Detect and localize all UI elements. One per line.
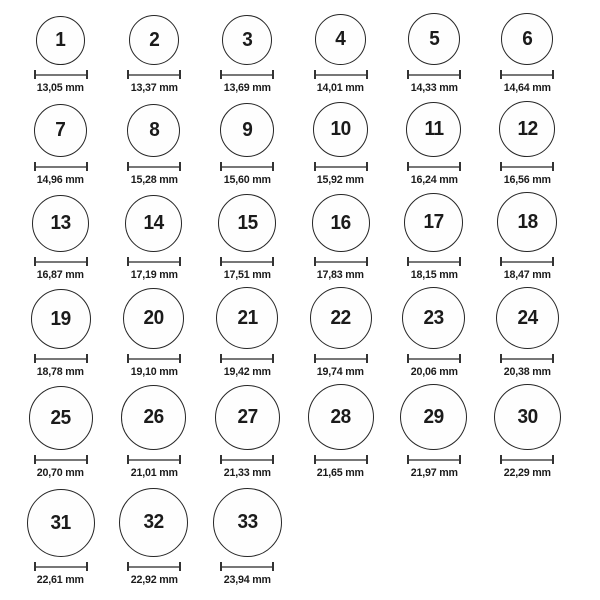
- ring-size-item: [201, 0, 294, 100]
- chart-row: [0, 100, 600, 192]
- diameter-measure-line: [502, 261, 552, 263]
- ring-size-number: 18: [517, 210, 538, 233]
- diameter-label: 21,01 mm: [130, 467, 178, 479]
- ring-size-item: [14, 485, 107, 600]
- ring-size-number: 16: [330, 211, 351, 234]
- ring-size-item: [387, 0, 480, 100]
- diameter-measure-bar: [500, 455, 554, 464]
- diameter-measure-bar: [314, 455, 368, 464]
- diameter-label: 16,24 mm: [410, 174, 458, 186]
- diameter-measure-line: [36, 358, 86, 360]
- diameter-measure-bar: [127, 455, 181, 464]
- ring-size-number: 29: [423, 405, 445, 428]
- diameter-measure-line: [36, 459, 86, 461]
- diameter-label: 15,60 mm: [223, 174, 271, 186]
- diameter-label: 14,33 mm: [410, 82, 458, 94]
- ring-circle: [308, 384, 374, 450]
- diameter-measure-line: [316, 74, 366, 76]
- diameter-measure-bar: [220, 354, 274, 363]
- diameter-label: 18,15 mm: [410, 269, 458, 281]
- diameter-measure-line: [409, 261, 459, 263]
- diameter-label: 20,70 mm: [37, 467, 85, 479]
- ring-size-item: [294, 384, 387, 485]
- ring-circle: [408, 13, 460, 65]
- ring-circle: [310, 287, 372, 349]
- ring-size-number: 21: [237, 306, 258, 329]
- diameter-label: 18,78 mm: [37, 366, 85, 378]
- diameter-measure-bar: [500, 354, 554, 363]
- diameter-measure-bar: [34, 70, 88, 79]
- ring-circle: [216, 287, 278, 349]
- diameter-label: 17,83 mm: [317, 269, 365, 281]
- ring-size-number: 12: [517, 117, 538, 140]
- diameter-measure-line: [36, 166, 86, 168]
- diameter-measure-bar: [314, 70, 368, 79]
- diameter-measure-line: [129, 358, 179, 360]
- ring-size-item: [14, 384, 107, 485]
- ring-size-number: 15: [237, 211, 258, 234]
- ring-size-number: 27: [237, 406, 258, 428]
- ring-circle: [32, 195, 89, 252]
- ring-circle: [27, 489, 95, 557]
- diameter-measure-bar: [34, 162, 88, 171]
- ring-size-item: [481, 100, 574, 192]
- ring-circle: [313, 102, 368, 157]
- diameter-measure-line: [36, 74, 86, 76]
- diameter-measure-bar: [407, 70, 461, 79]
- diameter-label: 13,05 mm: [37, 82, 85, 94]
- ring-circle: [404, 193, 463, 252]
- diameter-measure-line: [222, 261, 272, 263]
- ring-size-number: 23: [423, 306, 445, 329]
- diameter-measure-line: [502, 459, 552, 461]
- diameter-measure-line: [409, 358, 459, 360]
- ring-size-item: [294, 100, 387, 192]
- ring-size-item: [107, 192, 200, 287]
- diameter-label: 21,33 mm: [223, 467, 271, 479]
- diameter-label: 18,47 mm: [503, 269, 551, 281]
- ring-size-item: [14, 100, 107, 192]
- ring-size-number: 13: [50, 212, 71, 234]
- ring-size-number: 26: [143, 406, 165, 428]
- ring-circle: [29, 386, 93, 450]
- ring-size-item: [201, 485, 294, 600]
- ring-size-number: 8: [148, 119, 160, 141]
- ring-size-item: [387, 384, 480, 485]
- diameter-label: 21,65 mm: [317, 467, 365, 479]
- ring-size-item: [387, 100, 480, 192]
- diameter-label: 13,69 mm: [223, 82, 271, 94]
- ring-circle: [215, 385, 280, 450]
- ring-circle: [312, 194, 370, 252]
- diameter-measure-line: [36, 261, 86, 263]
- diameter-measure-line: [129, 566, 179, 568]
- diameter-measure-line: [502, 166, 552, 168]
- ring-size-item: [294, 0, 387, 100]
- ring-circle: [125, 195, 182, 252]
- ring-size-item: [387, 287, 480, 384]
- diameter-label: 15,92 mm: [317, 174, 365, 186]
- chart-row: [0, 287, 600, 384]
- ring-size-item: [201, 100, 294, 192]
- diameter-measure-bar: [127, 70, 181, 79]
- diameter-measure-line: [409, 74, 459, 76]
- diameter-measure-bar: [220, 162, 274, 171]
- diameter-measure-bar: [34, 455, 88, 464]
- diameter-measure-line: [129, 459, 179, 461]
- diameter-measure-line: [129, 74, 179, 76]
- diameter-label: 19,42 mm: [223, 366, 271, 378]
- chart-row: [0, 0, 600, 100]
- chart-row: [0, 485, 600, 600]
- diameter-measure-bar: [34, 257, 88, 266]
- ring-circle: [496, 287, 559, 349]
- diameter-measure-bar: [407, 162, 461, 171]
- ring-size-number: 6: [522, 27, 533, 50]
- ring-size-number: 7: [55, 119, 66, 141]
- diameter-label: 14,96 mm: [37, 174, 85, 186]
- diameter-label: 19,10 mm: [130, 366, 178, 378]
- ring-circle: [36, 16, 85, 65]
- ring-size-item: [14, 192, 107, 287]
- diameter-measure-line: [502, 74, 552, 76]
- ring-size-item: [107, 0, 200, 100]
- ring-circle: [402, 287, 465, 349]
- diameter-measure-line: [316, 261, 366, 263]
- diameter-measure-line: [222, 358, 272, 360]
- diameter-measure-line: [316, 459, 366, 461]
- diameter-measure-line: [222, 566, 272, 568]
- ring-circle: [218, 194, 276, 252]
- ring-circle: [497, 192, 557, 252]
- ring-size-number: 11: [424, 118, 444, 140]
- ring-circle: [119, 488, 188, 557]
- diameter-measure-line: [409, 166, 459, 168]
- ring-size-item: [481, 0, 574, 100]
- ring-size-number: 20: [143, 307, 165, 329]
- diameter-label: 16,56 mm: [503, 174, 551, 186]
- diameter-measure-bar: [407, 257, 461, 266]
- diameter-measure-bar: [407, 455, 461, 464]
- ring-circle: [31, 289, 91, 349]
- ring-size-number: 14: [143, 212, 165, 234]
- diameter-label: 17,51 mm: [223, 269, 271, 281]
- diameter-measure-bar: [34, 354, 88, 363]
- ring-circle: [121, 385, 186, 450]
- ring-size-item: [294, 192, 387, 287]
- diameter-measure-bar: [500, 162, 554, 171]
- ring-size-number: 9: [242, 118, 253, 141]
- diameter-measure-bar: [220, 70, 274, 79]
- ring-circle: [501, 13, 553, 65]
- ring-circle: [129, 15, 179, 65]
- diameter-label: 22,92 mm: [130, 574, 178, 586]
- diameter-measure-bar: [220, 562, 274, 571]
- diameter-label: 13,37 mm: [130, 82, 178, 94]
- ring-size-item: [387, 192, 480, 287]
- diameter-measure-line: [409, 459, 459, 461]
- ring-size-item: [201, 287, 294, 384]
- diameter-measure-bar: [127, 162, 181, 171]
- ring-size-number: 10: [330, 118, 351, 140]
- ring-circle: [213, 488, 282, 557]
- ring-size-number: 22: [330, 306, 351, 329]
- ring-circle: [34, 104, 87, 157]
- ring-size-number: 1: [55, 29, 66, 51]
- diameter-measure-line: [502, 358, 552, 360]
- diameter-measure-line: [36, 566, 86, 568]
- chart-row: [0, 384, 600, 485]
- diameter-measure-bar: [220, 257, 274, 266]
- ring-size-number: 2: [148, 28, 160, 51]
- ring-size-number: 31: [50, 511, 71, 534]
- diameter-measure-line: [129, 166, 179, 168]
- diameter-label: 14,64 mm: [503, 82, 551, 94]
- ring-size-item: [14, 287, 107, 384]
- diameter-measure-bar: [314, 354, 368, 363]
- diameter-label: 22,61 mm: [37, 574, 85, 586]
- ring-circle: [406, 102, 461, 157]
- diameter-measure-bar: [500, 257, 554, 266]
- ring-size-item: [107, 485, 200, 600]
- diameter-label: 16,87 mm: [37, 269, 85, 281]
- diameter-measure-bar: [407, 354, 461, 363]
- diameter-measure-bar: [127, 562, 181, 571]
- ring-size-item: [481, 287, 574, 384]
- ring-size-item: [107, 100, 200, 192]
- ring-circle: [127, 104, 180, 157]
- chart-row: [0, 192, 600, 287]
- diameter-label: 22,29 mm: [503, 467, 551, 479]
- diameter-measure-bar: [220, 455, 274, 464]
- diameter-measure-bar: [127, 354, 181, 363]
- ring-circle: [220, 103, 274, 157]
- ring-circle: [400, 384, 467, 450]
- diameter-measure-line: [129, 261, 179, 263]
- diameter-label: 15,28 mm: [130, 174, 178, 186]
- diameter-label: 20,06 mm: [410, 366, 458, 378]
- ring-circle: [499, 101, 555, 157]
- ring-circle: [494, 384, 561, 450]
- ring-size-number: 24: [517, 306, 538, 329]
- ring-size-item: [481, 192, 574, 287]
- ring-circle: [123, 288, 184, 349]
- diameter-label: 20,38 mm: [503, 366, 551, 378]
- ring-size-number: 17: [423, 211, 445, 233]
- ring-circle: [315, 14, 366, 65]
- ring-size-item: [14, 0, 107, 100]
- ring-circle: [222, 15, 272, 65]
- diameter-measure-line: [316, 166, 366, 168]
- ring-size-item: [107, 287, 200, 384]
- diameter-measure-line: [316, 358, 366, 360]
- diameter-measure-bar: [314, 162, 368, 171]
- ring-size-item: [481, 384, 574, 485]
- diameter-label: 14,01 mm: [317, 82, 365, 94]
- ring-size-number: 32: [143, 511, 165, 533]
- ring-size-number: 33: [237, 511, 258, 533]
- ring-size-number: 4: [335, 28, 346, 50]
- ring-size-item: [201, 192, 294, 287]
- ring-size-item: [201, 384, 294, 485]
- ring-size-number: 28: [330, 405, 351, 428]
- ring-size-number: 5: [428, 27, 440, 50]
- diameter-label: 19,74 mm: [317, 366, 365, 378]
- ring-size-number: 25: [50, 406, 71, 429]
- diameter-label: 21,97 mm: [410, 467, 458, 479]
- ring-size-number: 3: [242, 28, 253, 51]
- ring-size-item: [107, 384, 200, 485]
- diameter-measure-line: [222, 74, 272, 76]
- diameter-measure-bar: [314, 257, 368, 266]
- diameter-measure-line: [222, 166, 272, 168]
- ring-size-item: [294, 287, 387, 384]
- ring-size-number: 19: [50, 307, 71, 330]
- diameter-measure-bar: [34, 562, 88, 571]
- diameter-measure-bar: [127, 257, 181, 266]
- diameter-measure-bar: [500, 70, 554, 79]
- diameter-label: 23,94 mm: [223, 574, 271, 586]
- diameter-measure-line: [222, 459, 272, 461]
- diameter-label: 17,19 mm: [130, 269, 178, 281]
- ring-size-number: 30: [517, 405, 538, 428]
